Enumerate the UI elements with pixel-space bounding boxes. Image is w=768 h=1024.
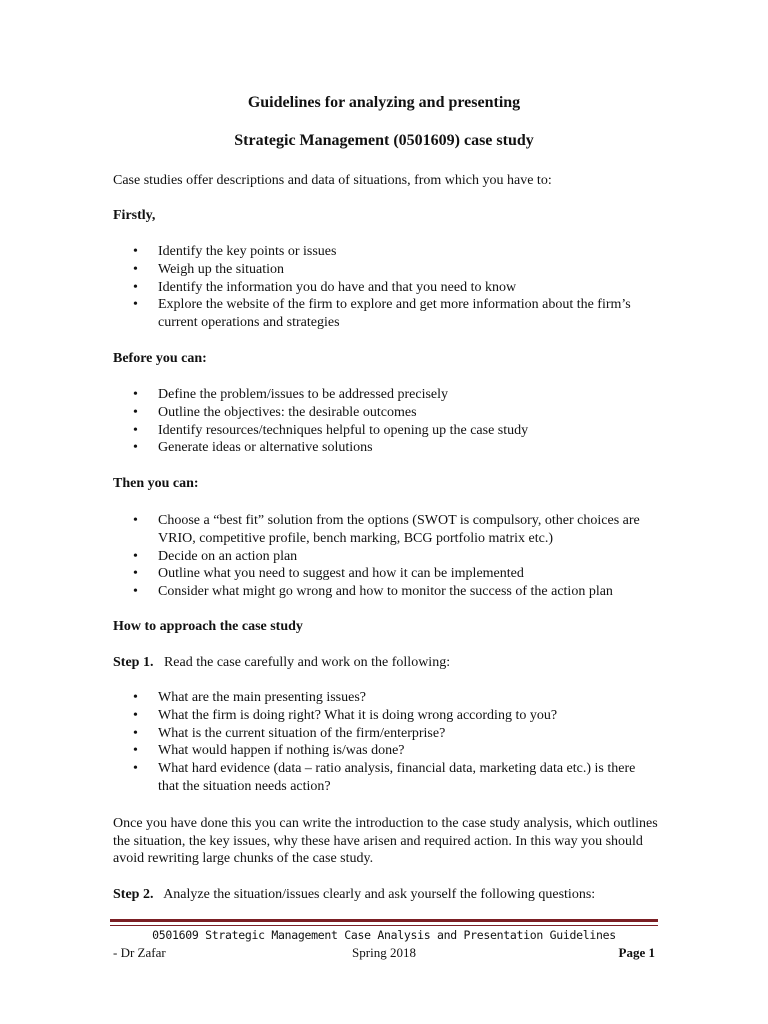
list-item: • What would happen if nothing is/was done? — [113, 742, 658, 760]
list-item: • Consider what might go wrong and how to monitor the success of the action plan — [113, 583, 658, 601]
footer-term: Spring 2018 — [352, 945, 416, 960]
list-item: • Identify the key points or issues — [113, 243, 658, 261]
firstly-heading: Firstly, — [113, 208, 156, 223]
list-item: • Identify resources/techniques helpful to opening up the case study — [113, 422, 658, 440]
footer-title: 0501609 Strategic Management Case Analysis and Presentation Guidelines — [152, 928, 616, 942]
step1-list — [113, 689, 658, 796]
list-item: • Explore the website of the firm to explore and get more information about the firm’s current operations and strategies — [113, 296, 658, 332]
then-list — [113, 512, 658, 601]
then-heading: Then you can: — [113, 476, 199, 491]
once-paragraph: Once you have done this you can write the introduction to the case study analysis, which outlines the situation, the key issues, why these have arisen and required action. In this way you should avoid rewriting large chunks of the case study. — [113, 816, 658, 866]
list-item: • Define the problem/issues to be addressed precisely — [113, 386, 658, 404]
list-item: • Weigh up the situation — [113, 261, 658, 279]
step2-paragraph — [113, 886, 658, 904]
list-item: • Outline what you need to suggest and how it can be implemented — [113, 565, 658, 583]
approach-heading: How to approach the case study — [113, 619, 303, 634]
list-item: • Identify the information you do have and that you need to know — [113, 279, 658, 297]
before-list — [113, 386, 658, 457]
list-item: • Generate ideas or alternative solutions — [113, 439, 658, 457]
step1-paragraph — [113, 654, 658, 672]
before-heading: Before you can: — [113, 351, 207, 366]
footer-page-number: Page 1 — [618, 945, 655, 960]
list-item: • What is the current situation of the firm/enterprise? — [113, 725, 658, 743]
footer-author: - Dr Zafar — [113, 945, 166, 960]
list-item: • What are the main presenting issues? — [113, 689, 658, 707]
intro-paragraph: Case studies offer descriptions and data of situations, from which you have to: — [113, 173, 552, 188]
document-title: Guidelines for analyzing and presenting — [247, 94, 521, 111]
step1-text: Read the case carefully and work on the following: — [163, 655, 451, 670]
step2-label: Step 2. — [113, 887, 154, 902]
document-subtitle: Strategic Management (0501609) case study — [234, 132, 534, 149]
firstly-list — [113, 243, 658, 332]
step2-text: Analyze the situation/issues clearly and ask yourself the following questions: — [163, 887, 596, 902]
list-item: • Decide on an action plan — [113, 548, 658, 566]
list-item: • What hard evidence (data – ratio analysis, financial data, marketing data etc.) is there that the situation needs action? — [113, 760, 658, 796]
step1-label: Step 1. — [113, 655, 154, 670]
list-item: • Outline the objectives: the desirable outcomes — [113, 404, 658, 422]
footer-rule-thin — [110, 925, 658, 926]
list-item: • Choose a “best fit” solution from the options (SWOT is compulsory, other choices are VRIO, competitive profile, bench marking, BCG portfolio matrix etc.) — [113, 512, 658, 548]
footer-rule-thick — [110, 919, 658, 922]
list-item: • What the firm is doing right? What it is doing wrong according to you? — [113, 707, 658, 725]
